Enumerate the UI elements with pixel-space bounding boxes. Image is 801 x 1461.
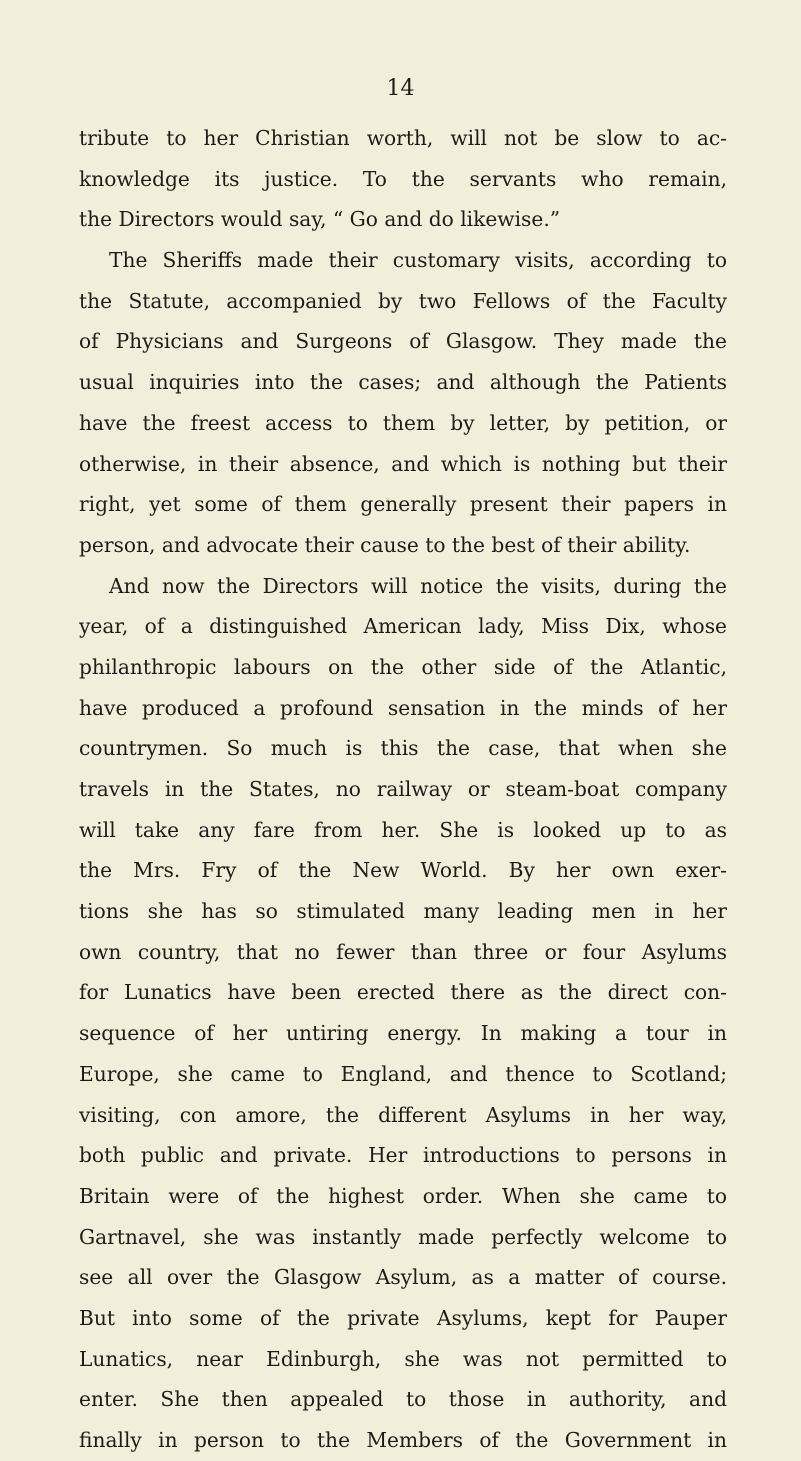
text-line: have the freest access to them by letter, by petition, or (79, 410, 727, 435)
text-line: visiting, con amore, the different Asylums in her way, (79, 1102, 727, 1127)
text-line: knowledge its justice. To the servants who remain, (79, 166, 727, 191)
text-line: travels in the States, no railway or steam-boat company (79, 777, 727, 801)
page-number: 14 (386, 76, 415, 101)
text-line: of Physicians and Surgeons of Glasgow. They made the (79, 329, 727, 354)
text-line: philanthropic labours on the other side of the Atlantic, (79, 654, 727, 679)
text-line: the Statute, accompanied by two Fellows of the Faculty (79, 288, 727, 313)
text-line: tions she has so stimulated many leading men in her (79, 899, 727, 924)
text-line: the Mrs. Fry of the New World. By her own exer- (79, 858, 727, 883)
text-line: for Lunatics have been erected there as the direct con- (79, 980, 727, 1005)
text-line: both public and private. Her introductions to persons in (79, 1143, 727, 1168)
text-line: tribute to her Christian worth, will not be slow to ac- (79, 126, 727, 150)
text-line: countrymen. So much is this the case, that when she (79, 736, 727, 761)
text-line: will take any fare from her. She is looked up to as (79, 817, 727, 842)
text-line: Gartnavel, she was instantly made perfectly welcome to (79, 1224, 727, 1249)
text-line: person, and advocate their cause to the best of their ability. (79, 532, 691, 557)
text-line: own country, that no fewer than three or four Asylums (79, 939, 727, 964)
text-line: But into some of the private Asylums, kept for Pauper (79, 1305, 727, 1330)
text-line: The Sheriffs made their customary visits, according to (109, 248, 727, 273)
text-line: enter. She then appealed to those in authority, and (79, 1387, 727, 1412)
text-line: Britain were of the highest order. When she came to (79, 1183, 727, 1208)
text-line: otherwise, in their absence, and which is nothing but their (79, 451, 727, 476)
body-text (79, 118, 727, 1461)
text-line: And now the Directors will notice the visits, during the (109, 573, 727, 598)
text-line: sequence of her untiring energy. In making a tour in (79, 1021, 727, 1046)
text-line: have produced a profound sensation in the minds of her (79, 695, 727, 720)
text-line: year, of a distinguished American lady, Miss Dix, whose (79, 614, 727, 639)
text-line: right, yet some of them generally present their papers in (79, 492, 727, 517)
text-line: Lunatics, near Edinburgh, she was not permitted to (79, 1346, 727, 1371)
text-line: usual inquiries into the cases; and although the Patients (79, 370, 727, 395)
text-line: the Directors would say, “ Go and do likewise.” (79, 207, 561, 232)
text-line: Europe, she came to England, and thence to Scotland; (79, 1061, 727, 1086)
text-line: finally in person to the Members of the Government in (79, 1428, 727, 1452)
text-line: see all over the Glasgow Asylum, as a matter of course. (79, 1265, 727, 1290)
